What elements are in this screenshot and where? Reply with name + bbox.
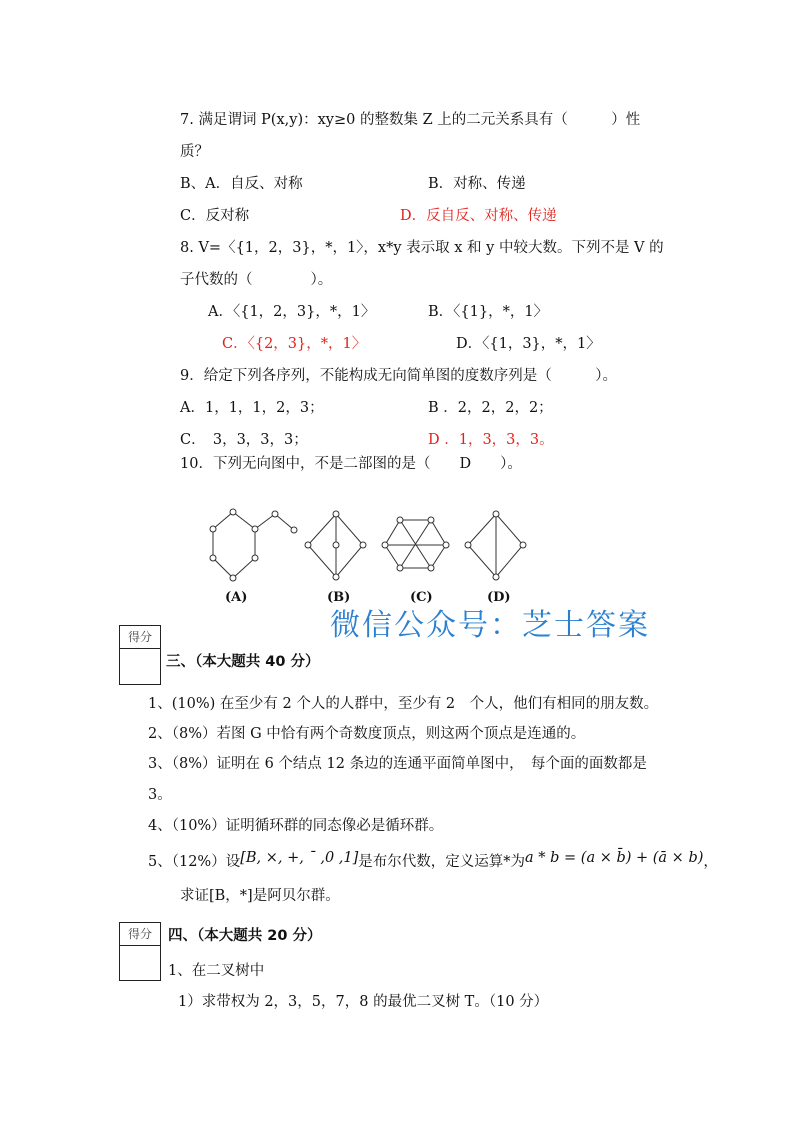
q9-option-c: C． 3，3，3，3； xyxy=(180,432,308,448)
sec3-item-2: 2、（8%）若图 G 中恰有两个奇数度顶点，则这两个顶点是连通的。 xyxy=(148,726,586,742)
q9-text: 9．给定下列各序列，不能构成无向简单图的度数序列是（ ）。 xyxy=(180,368,617,384)
q7-option-c: C．反对称 xyxy=(180,208,250,224)
graph-b xyxy=(305,511,366,580)
boolean-algebra: [B, ×, +, ¯ ,0 ,1] xyxy=(240,850,359,866)
q7-option-b: B．对称、传递 xyxy=(428,176,526,192)
sec3-item-4: 4、（10%）证明循环群的同态像必是循环群。 xyxy=(148,818,444,834)
section-4-heading: 四、（本大题共 20 分） xyxy=(168,928,322,944)
graph-a xyxy=(210,509,297,581)
score-box xyxy=(119,922,161,981)
q7-option-a: B、A．自反、对称 xyxy=(180,176,303,192)
sec4-item-1: 1、在二叉树中 xyxy=(168,963,265,979)
score-box xyxy=(119,625,161,685)
graph-label-a: (A) xyxy=(225,590,248,605)
q7-text: 7. 满足谓词 P(x,y)：xy≥0 的整数集 Z 上的二元关系具有（ ）性 xyxy=(180,112,641,128)
q8-option-a: A．〈{1，2，3}，*，1〉 xyxy=(208,304,376,320)
q8-text-cont: 子代数的（ ）。 xyxy=(180,272,333,288)
q8-option-b: B．〈{1}，*，1〉 xyxy=(428,304,549,320)
q9-option-d-answer: D ．1，3，3，3。 xyxy=(428,432,554,448)
q7-text-cont: 质？ xyxy=(180,144,209,160)
score-label: 得分 xyxy=(120,626,160,649)
graph-d xyxy=(465,511,526,580)
graph-label-c: (C) xyxy=(410,590,433,605)
sec4-sub-1: 1）求带权为 2，3，5，7，8 的最优二叉树 T。（10 分） xyxy=(178,994,549,1010)
q8-option-d: D．〈{1，3}，*，1〉 xyxy=(456,336,601,352)
score-label: 得分 xyxy=(120,923,160,946)
sec3-item-5 xyxy=(148,850,718,871)
watermark: 微信公众号：芝士答案 xyxy=(330,608,650,643)
section-3-heading: 三、（本大题共 40 分） xyxy=(166,654,320,670)
q5-mid: 是布尔代数，定义运算*为 xyxy=(358,854,526,870)
q10-text: 10．下列无向图中，不是二部图的是（ D ）。 xyxy=(180,456,522,472)
q9-option-b: B ．2，2，2，2； xyxy=(428,400,553,416)
q5-prefix: 5、（12%）设 xyxy=(148,854,241,870)
q9-option-a: A．1，1，1，2，3； xyxy=(180,400,324,416)
sec3-item-5-cont: 求证[B，*]是阿贝尔群。 xyxy=(180,888,340,904)
q7-option-d-answer: D．反自反、对称、传递 xyxy=(400,208,557,224)
graph-c xyxy=(382,517,449,571)
sec3-item-3: 3、（8%）证明在 6 个结点 12 条边的连通平面简单图中， 每个面的面数都是 xyxy=(148,756,647,772)
q8-text: 8. V=〈{1，2，3}，*，1〉，x*y 表示取 x 和 y 中较大数。下列不是 V 的 xyxy=(180,240,664,256)
q8-option-c-answer: C．〈{2，3}，*，1〉 xyxy=(222,336,367,352)
graph-label-b: (B) xyxy=(327,590,351,605)
operation-formula: a * b = (a × b̄) + (ā × b) xyxy=(525,850,704,866)
sec3-item-1: 1、(10%) 在至少有 2 个人的人群中，至少有 2 个人，他们有相同的朋友数。 xyxy=(148,696,659,712)
graph-figures xyxy=(200,500,540,590)
sec3-item-3-cont: 3。 xyxy=(148,787,172,803)
q5-end: ， xyxy=(703,854,718,870)
graph-label-d: (D) xyxy=(487,590,511,605)
